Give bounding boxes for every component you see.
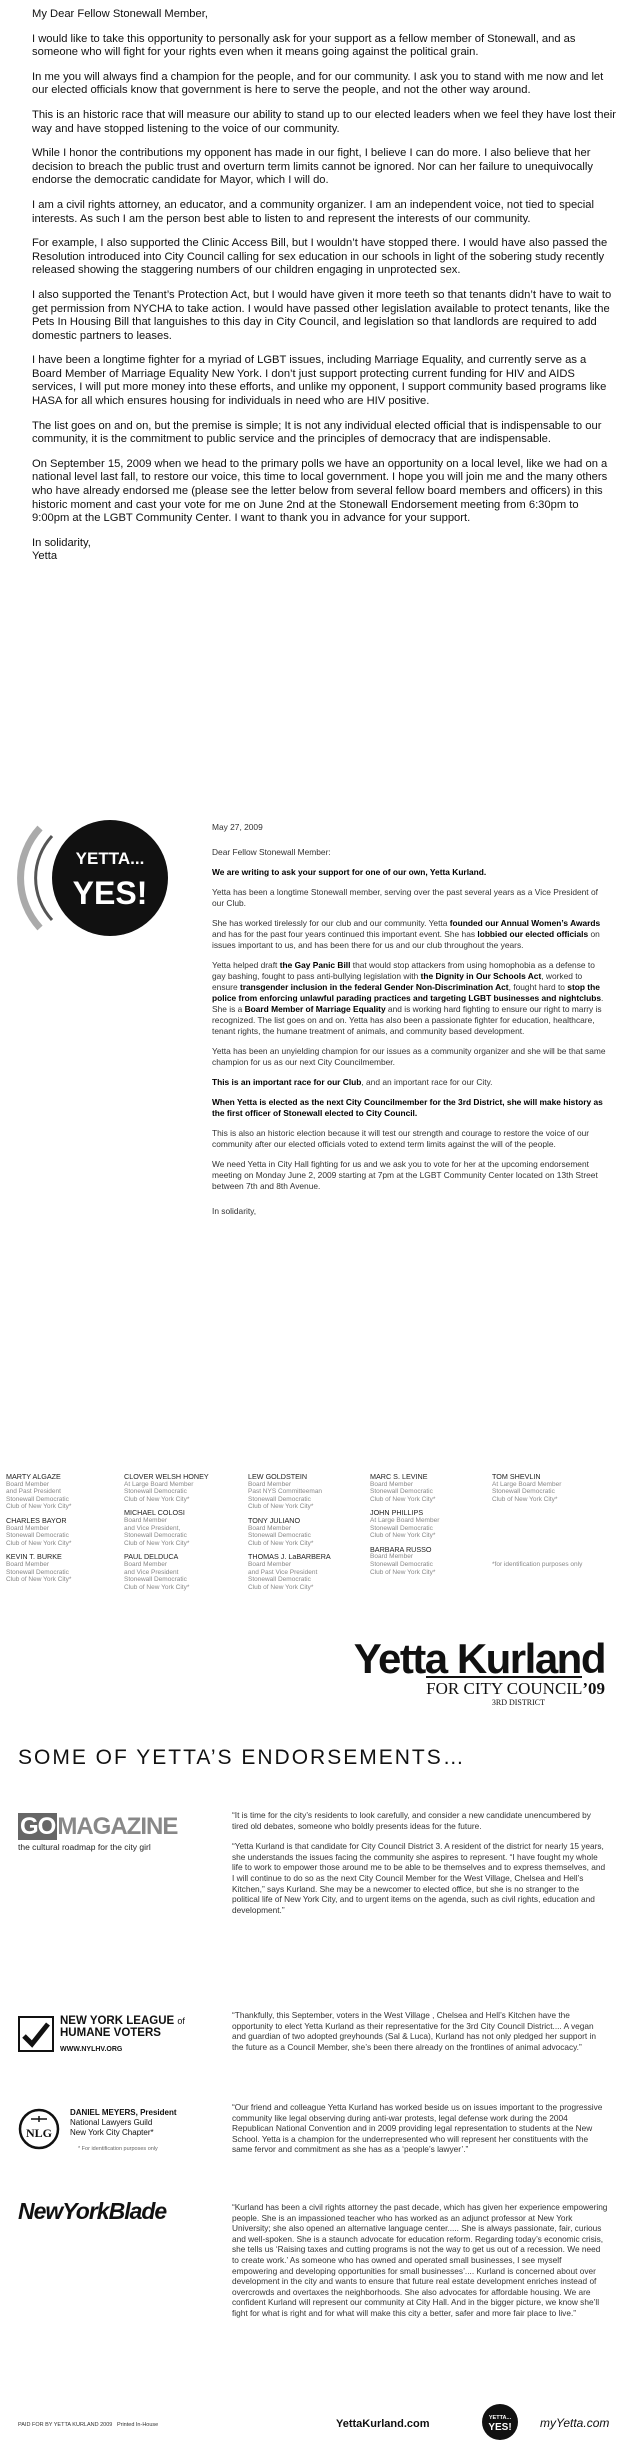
- signatory: CLOVER WELSH HONEY At Large Board Member Stonewall Democratic Club of New York City*: [124, 1472, 209, 1503]
- signatory: MARTY ALGAZE Board Member and Past President Stonewall Democratic Club of New York City*: [6, 1472, 72, 1511]
- letter1-paragraph: I am a civil rights attorney, an educator, and a community organizer. I am an independent voice, not tied to special interests. As such I am the person best able to listen to and represent the interests of our community.: [32, 198, 594, 225]
- letter1-paragraph: On September 15, 2009 when we head to the primary polls we have an opportunity on a local level, like we had on a national level last fall, to restore our voice, this time to local government. I hope you will join me and the many others who have already endorsed me (please see the letter below from several fellow board members and officers) in this historic moment and cast your vote for me on June 2nd at the Stonewall Endorsement meeting from 6:30pm to 9:00pm at the LGBT Community Center. I want to thank you in advance for your support.: [32, 457, 608, 525]
- personal-letter: [32, 8, 617, 575]
- candidate-district: 3RD DISTRICT: [491, 1698, 545, 1707]
- letter1-salutation: My Dear Fellow Stonewall Member,: [32, 8, 208, 20]
- signatory-column: [370, 1473, 490, 1582]
- letter1-paragraph: While I honor the contributions my opponent has made in our fight, I believe I can do more. I also believe that her decision to breach the public trust and overturn term limits cannot be ignored. Nor can her failure to unequivocally endorse the democratic candidate for Mayor, which I will do.: [32, 147, 593, 187]
- svg-text:NLG: NLG: [25, 2126, 53, 2140]
- letter2-p7: This is also an historic election because it will test our strength and courage to restore the voice of our community after our elected officials voted to extend term limits against the will of the people.: [212, 1128, 590, 1149]
- yetta-yes-badge: [480, 2402, 520, 2442]
- letter2-p2: She has worked tirelessly for our club and our community. Yetta founded our Annual Women’s Awards and has for the past four years continued this important event. She has lobbied our elected officials on issues important to us, and has been there for us and our club throughout the years.: [212, 918, 601, 950]
- go-magazine-logo: GOMAGAZINE the cultural roadmap for the city girl: [18, 1815, 218, 1852]
- signatory: JOHN PHILLIPS At Large Board Member Stonewall Democratic Club of New York City*: [370, 1508, 440, 1540]
- nlg-block: [18, 2102, 228, 2162]
- letter1-paragraph: This is an historic race that will measure our ability to stand up to our elected leaders when we feel they have lost their way and have stopped listening to the voice of our community.: [32, 108, 616, 135]
- candidate-name: Yetta Kurland: [353, 1635, 605, 1682]
- letter2-p1: Yetta has been a longtime Stonewall member, serving over the past several years as a Vice President of our Club.: [212, 887, 598, 908]
- letter2-salutation: Dear Fellow Stonewall Member:: [212, 847, 331, 857]
- signatory: TONY JULIANO Board Member Stonewall Democratic Club of New York City*: [248, 1515, 314, 1547]
- nlg-note: * For identification purposes only: [78, 2146, 158, 2152]
- nlg-seal-icon: [18, 2108, 60, 2150]
- yetta-yes-logo: [12, 808, 197, 958]
- letter1-paragraph: I also supported the Tenant’s Protection Act, but I would have given it more teeth so that tenants didn’t have to wait to get permission from NYCHA to take action. I would have passed other legislation available to protect tenants, like the Pets In Housing Bill that languishes to this day in City Council, and legislation so that landlords are required to add domestic partners to leases.: [32, 288, 612, 342]
- go-tagline: the cultural roadmap for the city girl: [18, 1842, 151, 1852]
- nylhv-quote: “Thankfully, this September, voters in the West Village , Chelsea and Hell’s Kitchen have the opportunity to elect Yetta Kurland as their representative for the 3rd City Council District.... A vegan and guardian of two adopted greyhounds (Sal & Luca), Kurland has not only pledged her support in the future as a Council Member, she’s been there already on the frontlines of animal advocacy.”: [232, 2010, 596, 2052]
- svg-text:YETTA...: YETTA...: [488, 2415, 512, 2421]
- signatory: THOMAS J. LaBARBERA Board Member and Past Vice President Stonewall Democratic Club of New York City*: [248, 1552, 331, 1591]
- logo-line2: YES!: [72, 875, 148, 911]
- letter2-p5: This is an important race for our Club, and an important race for our City.: [212, 1077, 493, 1087]
- signatory-column: [248, 1473, 368, 1597]
- go-quote: “It is time for the city’s residents to look carefully, and consider a new candidate unencumbered by tired old debates, someone who boldly presents ideas for the future. “Yetta Kurland is that candidate for City Council District 3. A resident of the district for nearly 15 years, she understands the issues facing the community she aspires to represent. “I have fought my whole life to work to empower those around me to be able to be themselves and to express themselves, and I will continue to do so as the next City Council Member for the West Village, Chelsea and Hell’s Kitchen,” says Kurland. She may be a newcomer to elected office, but she is no stranger to the political life of New York City, and to urgent items on the agenda, such as civil rights, education and development.”: [232, 1810, 606, 1915]
- nlg-chapter: New York City Chapter*: [70, 2128, 154, 2137]
- letter1-closing: In solidarity,: [32, 536, 91, 549]
- letter1-paragraph: The list goes on and on, but the premise is simple; It is not any individual elected official that is indispensable to our community, it is the commitment to public service and the principles of democracy that are indispensable.: [32, 419, 602, 446]
- nylhv-logo: NEW YORK LEAGUE of HUMANE VOTERS WWW.NYLHV.ORG: [18, 2012, 223, 2062]
- footer: [18, 2400, 618, 2440]
- board-letter: [212, 822, 610, 1226]
- signatory-column: [6, 1473, 114, 1590]
- nylhv-url: WWW.NYLHV.ORG: [60, 2046, 123, 2053]
- endorsements-heading: SOME OF YETTA’S ENDORSEMENTS…: [18, 1746, 466, 1769]
- letter2-p3: Yetta helped draft the Gay Panic Bill that would stop attackers from using homophobia as a defense to gay bashing, fought to pass anti-bullying legislation with the Dignity in Our Schools Act, worked to ensure transgender inclusion in the federal Gender Non-Discrimination Act, fought hard to stop the police from enforcing unlawful parading practices and targeting LGBT businesses and nightclubs. She is a Board Member of Marriage Equality and is working hard fighting to ensure our right to marry is recognized. The list goes on and on. Yetta has also been a passionate fighter for education, healthcare, tenant rights, the humane treatment of animals, and community based development.: [212, 960, 604, 1036]
- nlg-quote: “Our friend and colleague Yetta Kurland has worked beside us on issues important to the progressive community like legal observing during anti-war protests, legal defense work during the 2004 Republican National Convention and in 2009 providing legal representation to students at the New School. Yetta is a champion for the underrepresented who will represent her constituents with the same fervor and commitment as she has as a ‘people’s lawyer’.”: [232, 2102, 603, 2155]
- nlg-org: National Lawyers Guild: [70, 2118, 153, 2127]
- signatory: KEVIN T. BURKE Board Member Stonewall Democratic Club of New York City*: [6, 1552, 72, 1584]
- signatory: PAUL DELDUCA Board Member and Vice President Stonewall Democratic Club of New York City*: [124, 1552, 190, 1591]
- candidate-logo: [245, 1635, 605, 1707]
- logo-arc-inner: [36, 836, 52, 920]
- signatory-column: [124, 1473, 244, 1597]
- letter2-p8: We need Yetta in City Hall fighting for us and we ask you to vote for her at the upcoming endorsement meeting on Monday June 2, 2009 starting at 7pm at the LGBT Community Center located on 13th Street between 7th and 8th Avenue.: [212, 1159, 598, 1191]
- signatory: LEW GOLDSTEIN Board Member Past NYS Committeeman Stonewall Democratic Club of New York City*: [248, 1472, 323, 1511]
- paid-for-note: PAID FOR BY YETTA KURLAND 2009 Printed In-House: [18, 2422, 159, 2428]
- letter2-closing: In solidarity,: [212, 1206, 257, 1216]
- letter1-paragraph: In me you will always find a champion for the people, and for our community. I ask you to stand with me now and let our elected officials know that government is here to serve the people, and not the other way around.: [32, 70, 604, 97]
- id-note: *for identification purposes only: [492, 1561, 583, 1569]
- letter2-intro: We are writing to ask your support for one of our own, Yetta Kurland.: [212, 867, 487, 877]
- signatory: MICHAEL COLOSI Board Member and Vice President, Stonewall Democratic Club of New York City*: [124, 1508, 190, 1547]
- humane-voters-icon: [18, 2016, 54, 2052]
- signatory: BARBARA RUSSO Board Member Stonewall Democratic Club of New York City*: [370, 1544, 436, 1576]
- svg-text:YES!: YES!: [488, 2422, 512, 2433]
- blade-quote: “Kurland has been a civil rights attorney the past decade, which has given her experience empowering people. She is an impassioned teacher who has worked as an adjunct professor at New York University; she also opened an alternative language center..... She is always passionate, fair, curious and well-spoken. She is a staunch advocate for education reform. Regarding today’s economic crisis, she tells us ‘Raising taxes and cutting programs is not the way to get us out of a recession. We need to create work.’ As someone who has owned and operated small businesses, I see myself empowering and developing opportunities for small businesses’.... Kurland is concerned about over development in the city and wants to ensure that future real estate development enriches instead of overcrowds and overtaxes the neighborhoods. She also advocates for affordable housing. We are confident Kurland will represent our community at City Hall. And in the bigger picture, we know she’ll fight for what is right and for what will make this city a better, safer and more fair place to live.”: [232, 2202, 608, 2318]
- signatory: CHARLES BAYOR Board Member Stonewall Democratic Club of New York City*: [6, 1515, 72, 1547]
- letter1-signature: Yetta: [32, 550, 58, 563]
- myyetta-link[interactable]: myYetta.com: [540, 2416, 610, 2430]
- logo-line1: YETTA...: [75, 849, 145, 868]
- letter1-paragraph: I would like to take this opportunity to personally ask for your support as a fellow member of Stonewall, and as someone who will fight for your rights even when it means going against the political grain.: [32, 32, 576, 59]
- letter2-date: May 27, 2009: [212, 822, 263, 832]
- signatory-column: [492, 1473, 617, 1569]
- signatory: MARC S. LEVINE Board Member Stonewall Democratic Club of New York City*: [370, 1472, 436, 1503]
- letter1-paragraph: For example, I also supported the Clinic Access Bill, but I wouldn’t have stopped there. I would have also passed the Resolution introduced into City Council calling for sex education in our schools in light of the sobering study recently released showing the staggering numbers of our children engaging in unprotected sex.: [32, 237, 608, 277]
- nlg-president: DANIEL MEYERS, President: [70, 2108, 177, 2117]
- ny-blade-logo: NewYorkBlade: [18, 2198, 167, 2224]
- letter1-paragraph: I have been a longtime fighter for a myriad of LGBT issues, including Marriage Equality, and currently serve as a Board Member of Marriage Equality New York. I don’t just support protecting current funding for HIV and AIDS services, I will put more money into these efforts, and unlike my opponent, I support community based programs like HASA for all which ensures housing for individuals in need who are HIV positive.: [32, 354, 607, 408]
- letter2-p4: Yetta has been an unyielding champion for our issues as a community organizer and she will be that same champion for us as our next City Councilmember.: [212, 1046, 606, 1067]
- signatory: TOM SHEVLIN At Large Board Member Stonewall Democratic Club of New York City*: [492, 1472, 562, 1503]
- letter2-p6: When Yetta is elected as the next City Councilmember for the 3rd District, she will make history as the first officer of Stonewall elected to City Council.: [212, 1097, 603, 1118]
- candidate-office: FOR CITY COUNCIL’09: [245, 1680, 605, 1698]
- website-link[interactable]: YettaKurland.com: [336, 2418, 430, 2430]
